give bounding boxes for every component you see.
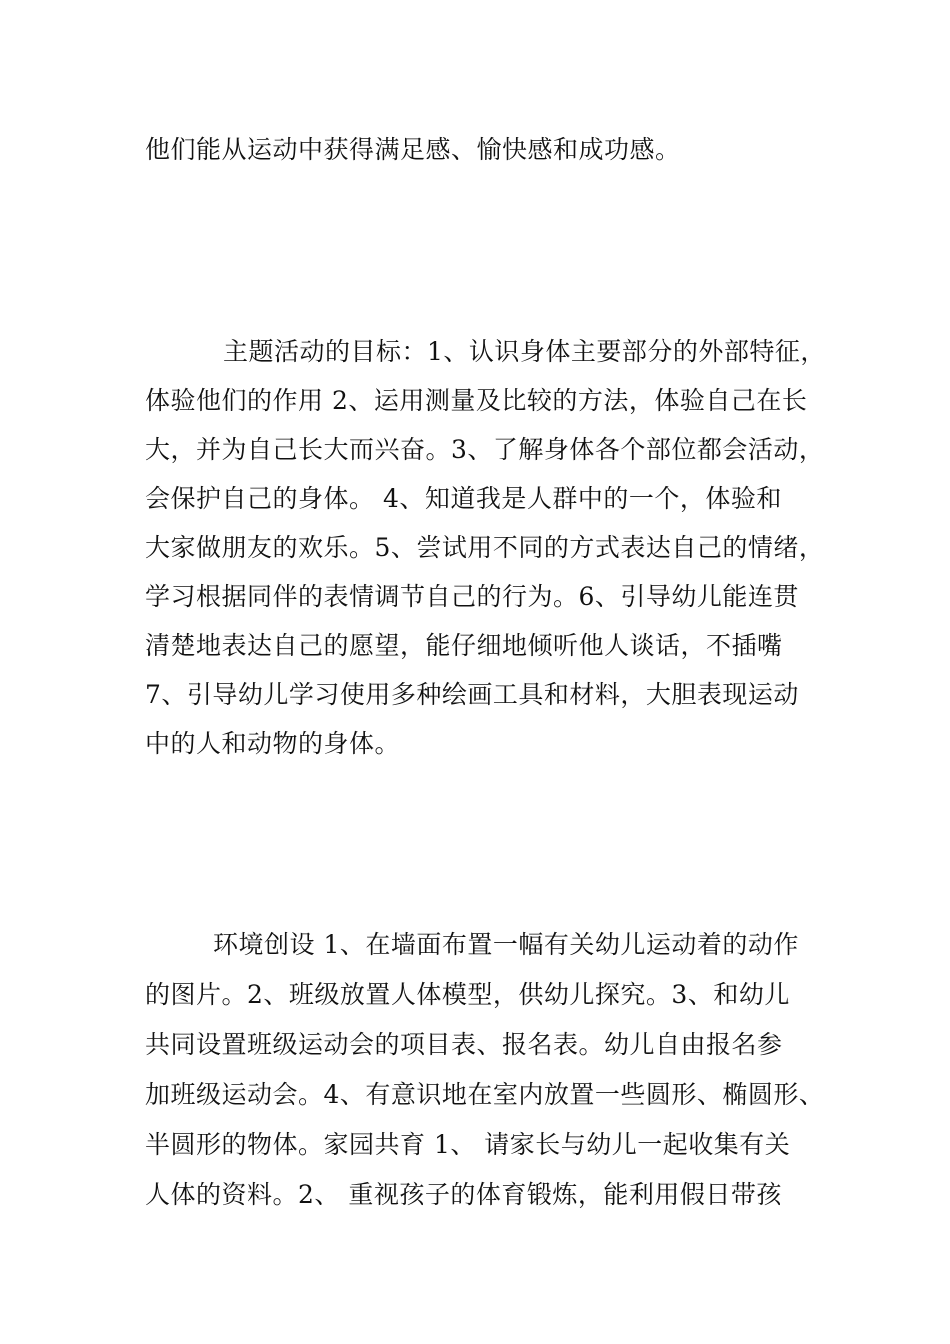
paragraph-2-line: 大家做朋友的欢乐。5、尝试用不同的方式表达自己的情绪， (145, 533, 825, 562)
paragraph-2-line: 7、引导幼儿学习使用多种绘画工具和材料，大胆表现运动 (145, 680, 799, 709)
paragraph-2-line: 会保护自己的身体。 4、知道我是人群中的一个，体验和 (145, 484, 782, 513)
paragraph-3-line: 共同设置班级运动会的项目表、报名表。幼儿自由报名参 (145, 1030, 783, 1059)
paragraph-2-line: 清楚地表达自己的愿望，能仔细地倾听他人谈话，不插嘴 (145, 631, 783, 660)
paragraph-3-line: 加班级运动会。4、有意识地在室内放置一些圆形、椭圆形、 (145, 1080, 825, 1109)
paragraph-3-line: 半圆形的物体。家园共育 1、 请家长与幼儿一起收集有关 (145, 1130, 791, 1159)
paragraph-2-line: 学习根据同伴的表情调节自己的行为。6、引导幼儿能连贯 (145, 582, 799, 611)
paragraph-2-line: 主题活动的目标：1、认识身体主要部分的外部特征， (223, 337, 826, 366)
paragraph-2-line: 大，并为自己长大而兴奋。3、了解身体各个部位都会活动， (145, 435, 825, 464)
paragraph-3-line: 人体的资料。2、 重视孩子的体育锻炼，能利用假日带孩 (145, 1180, 782, 1209)
paragraph-2-line: 中的人和动物的身体。 (145, 729, 401, 758)
paragraph-1-line: 他们能从运动中获得满足感、愉快感和成功感。 (145, 135, 681, 164)
paragraph-2-line: 体验他们的作用 2、运用测量及比较的方法，体验自己在长 (145, 386, 808, 415)
paragraph-3-line: 的图片。2、班级放置人体模型，供幼儿探究。3、和幼儿 (145, 980, 790, 1009)
paragraph-3-line: 环境创设 1、在墙面布置一幅有关幼儿运动着的动作 (213, 930, 799, 959)
